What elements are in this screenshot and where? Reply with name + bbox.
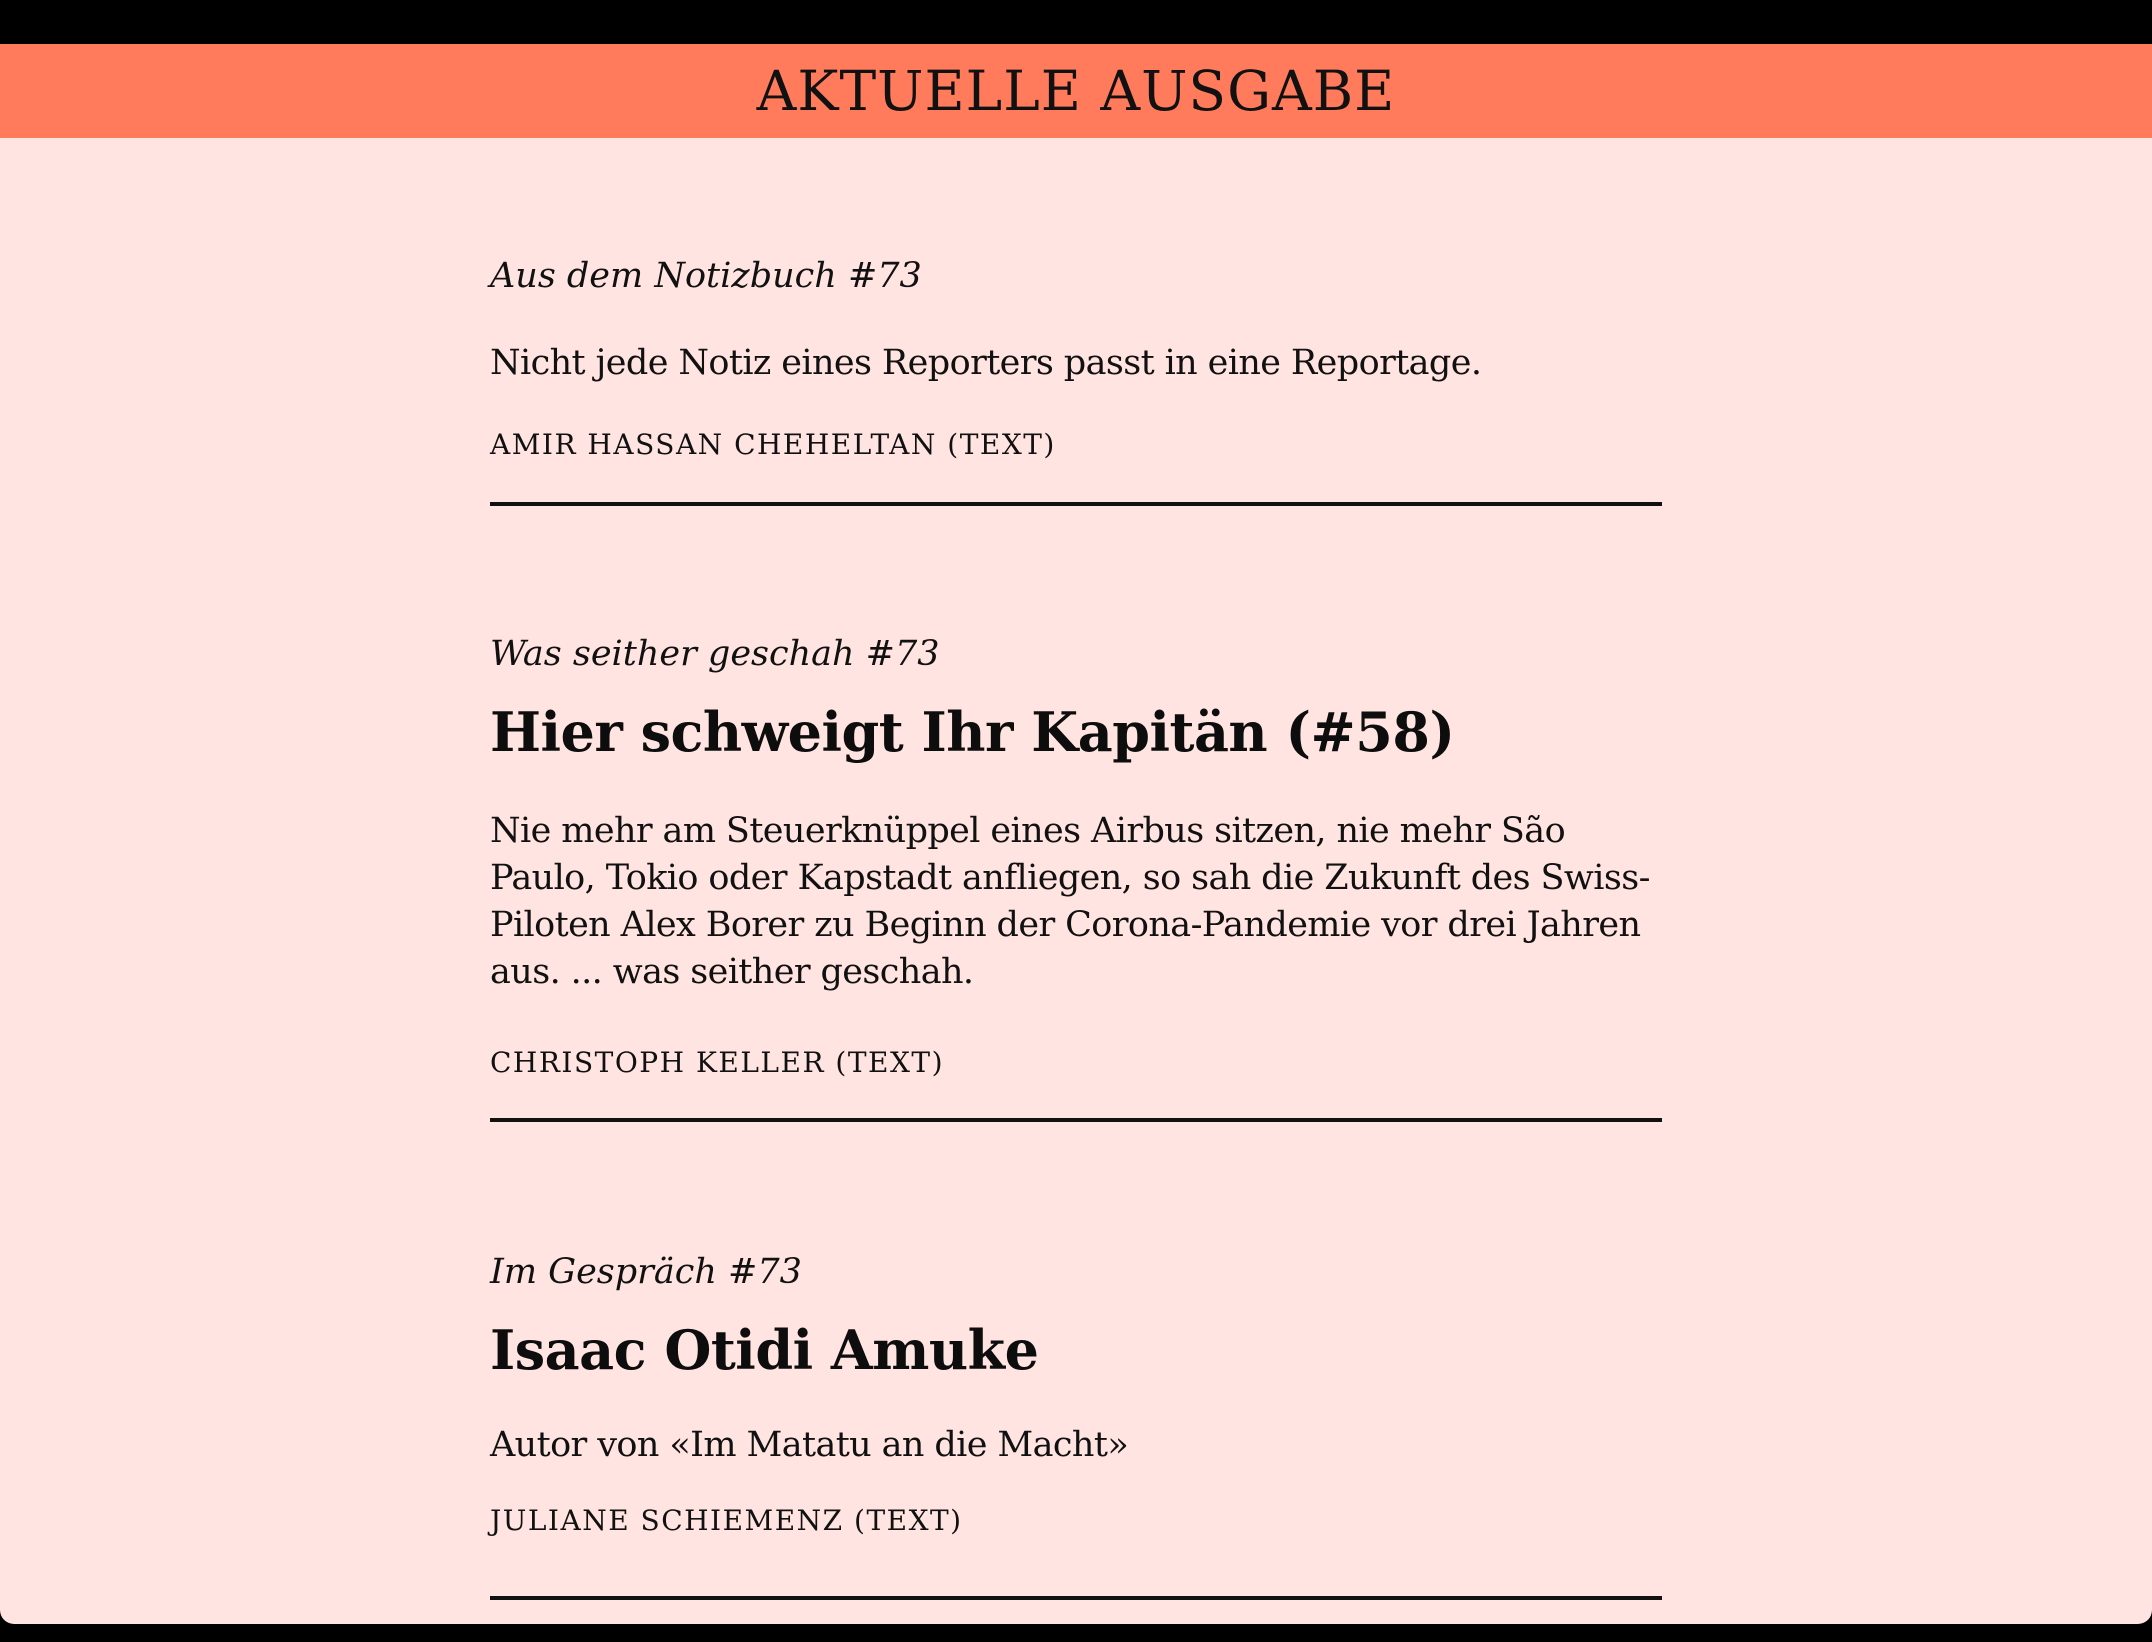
article-kicker: Was seither geschah #73 [490,634,940,674]
article-kicker: Aus dem Notizbuch #73 [490,256,922,296]
issue-banner-title: AKTUELLE AUSGABE [756,59,1396,123]
page-content [0,44,2152,1624]
article-divider [490,1118,1662,1122]
article-lead[interactable]: Nicht jede Notiz eines Reporters passt in eine Reportage. [490,343,1482,383]
article-headline[interactable]: Isaac Otidi Amuke [490,1318,1039,1382]
article-kicker: Im Gespräch #73 [490,1252,802,1292]
article-divider [490,1596,1662,1600]
article-byline: CHRISTOPH KELLER (TEXT) [490,1046,944,1079]
article-divider [490,502,1662,506]
article-lead: Autor von «Im Matatu an die Macht» [490,1425,1129,1465]
article-lead: Nie mehr am Steuerknüppel eines Airbus sitzen, nie mehr São Paulo, Tokio oder Kapstadt anfliegen, so sah die Zukunft des Swiss-Piloten Alex Borer zu Beginn der Corona-Pandemie vor drei Jahren aus. ... was seither geschah. [490,811,1650,992]
issue-banner [0,44,2152,138]
article-byline: JULIANE SCHIEMENZ (TEXT) [490,1504,963,1537]
article-byline: AMIR HASSAN CHEHELTAN (TEXT) [490,428,1056,461]
article-headline[interactable]: Hier schweigt Ihr Kapitän (#58) [490,700,1455,764]
